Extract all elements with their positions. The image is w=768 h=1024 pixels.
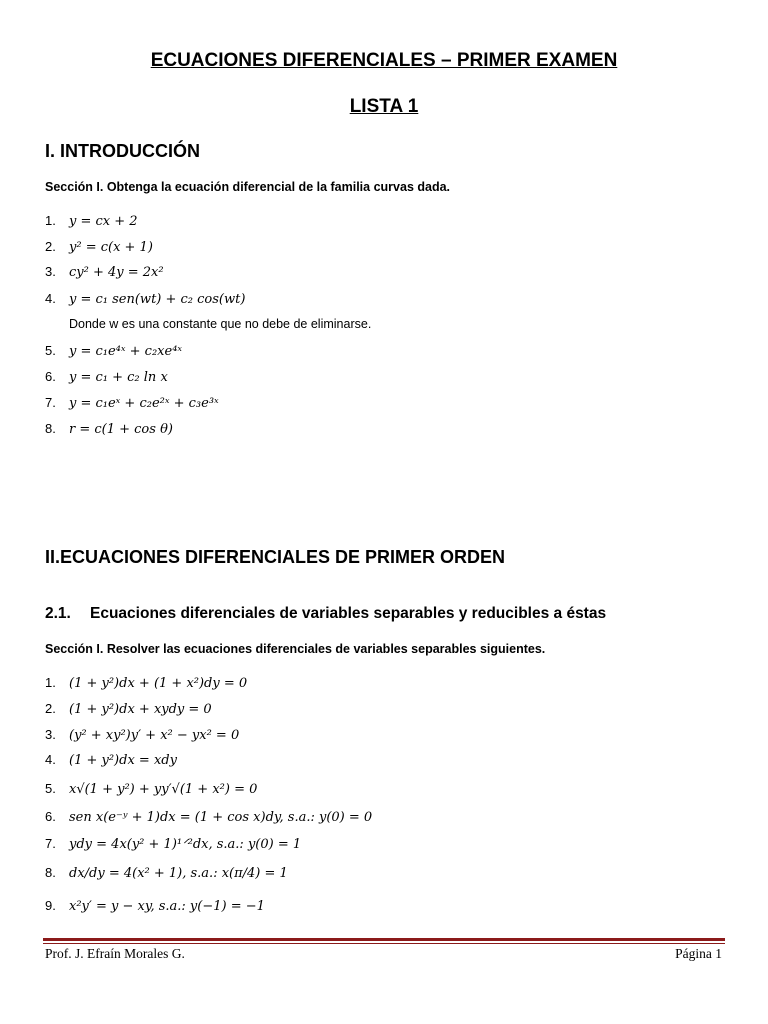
list-item: 6. y = c₁ + c₂ ln x	[45, 369, 168, 385]
part2-section-label: Sección I. Resolver las ecuaciones diferenciales de variables separables siguientes.	[45, 642, 546, 656]
part1-title: INTRODUCCIÓN	[60, 141, 201, 161]
list-item: 1. y = cx + 2	[45, 213, 138, 229]
list-item: 8. dx/dy = 4(x² + 1), s.a.: x(π/4) = 1	[45, 865, 288, 881]
footer-rule-thick	[43, 938, 725, 941]
list-item: 6. sen x(e⁻ʸ + 1)dx = (1 + cos x)dy, s.a.: y(0) = 0	[45, 809, 373, 825]
part2-title: ECUACIONES DIFERENCIALES DE PRIMER ORDEN	[60, 547, 506, 567]
list-item: 2. (1 + y²)dx + xydy = 0	[45, 701, 212, 717]
list-item: 5. x√(1 + y²) + yy′√(1 + x²) = 0	[45, 781, 258, 797]
part1-heading	[45, 141, 200, 162]
list-item: 5. y = c₁e⁴ˣ + c₂xe⁴ˣ	[45, 343, 183, 359]
part2-number: II.	[45, 547, 61, 567]
footer-rule-thin	[43, 943, 725, 944]
part1-number: I.	[45, 141, 56, 161]
subsection-number: 2.1.	[45, 605, 71, 622]
list-title: LISTA 1	[349, 96, 419, 117]
list-item: 7. ydy = 4x(y² + 1)¹ᐟ²dx, s.a.: y(0) = 1	[45, 836, 302, 852]
list-item: 8. r = c(1 + cos θ)	[45, 421, 173, 437]
part2-heading	[45, 547, 505, 568]
document-title: ECUACIONES DIFERENCIALES – PRIMER EXAMEN	[150, 50, 618, 71]
list-item: 1. (1 + y²)dx + (1 + x²)dy = 0	[45, 675, 248, 691]
footer-author: Prof. J. Efraín Morales G.	[45, 946, 185, 961]
list-item: 7. y = c₁eˣ + c₂e²ˣ + c₃e³ˣ	[45, 395, 219, 411]
item-note: Donde w es una constante que no debe de eliminarse.	[69, 317, 372, 331]
list-item: 3. cy² + 4y = 2x²	[45, 264, 164, 280]
list-item: 3. (y² + xy²)y′ + x² − yx² = 0	[45, 727, 240, 743]
list-item: 2. y² = c(x + 1)	[45, 239, 153, 255]
subsection-heading	[45, 605, 606, 623]
list-item: 4. (1 + y²)dx = xdy	[45, 752, 177, 768]
part1-section-label: Sección I. Obtenga la ecuación diferencial de la familia curvas dada.	[45, 180, 451, 194]
list-item: 4. y = c₁ sen(wt) + c₂ cos(wt)	[45, 291, 246, 307]
subsection-title: Ecuaciones diferenciales de variables separables y reducibles a éstas	[90, 605, 607, 622]
footer-page-number: Página 1	[675, 946, 722, 961]
list-item: 9. x²y′ = y − xy, s.a.: y(−1) = −1	[45, 898, 265, 914]
